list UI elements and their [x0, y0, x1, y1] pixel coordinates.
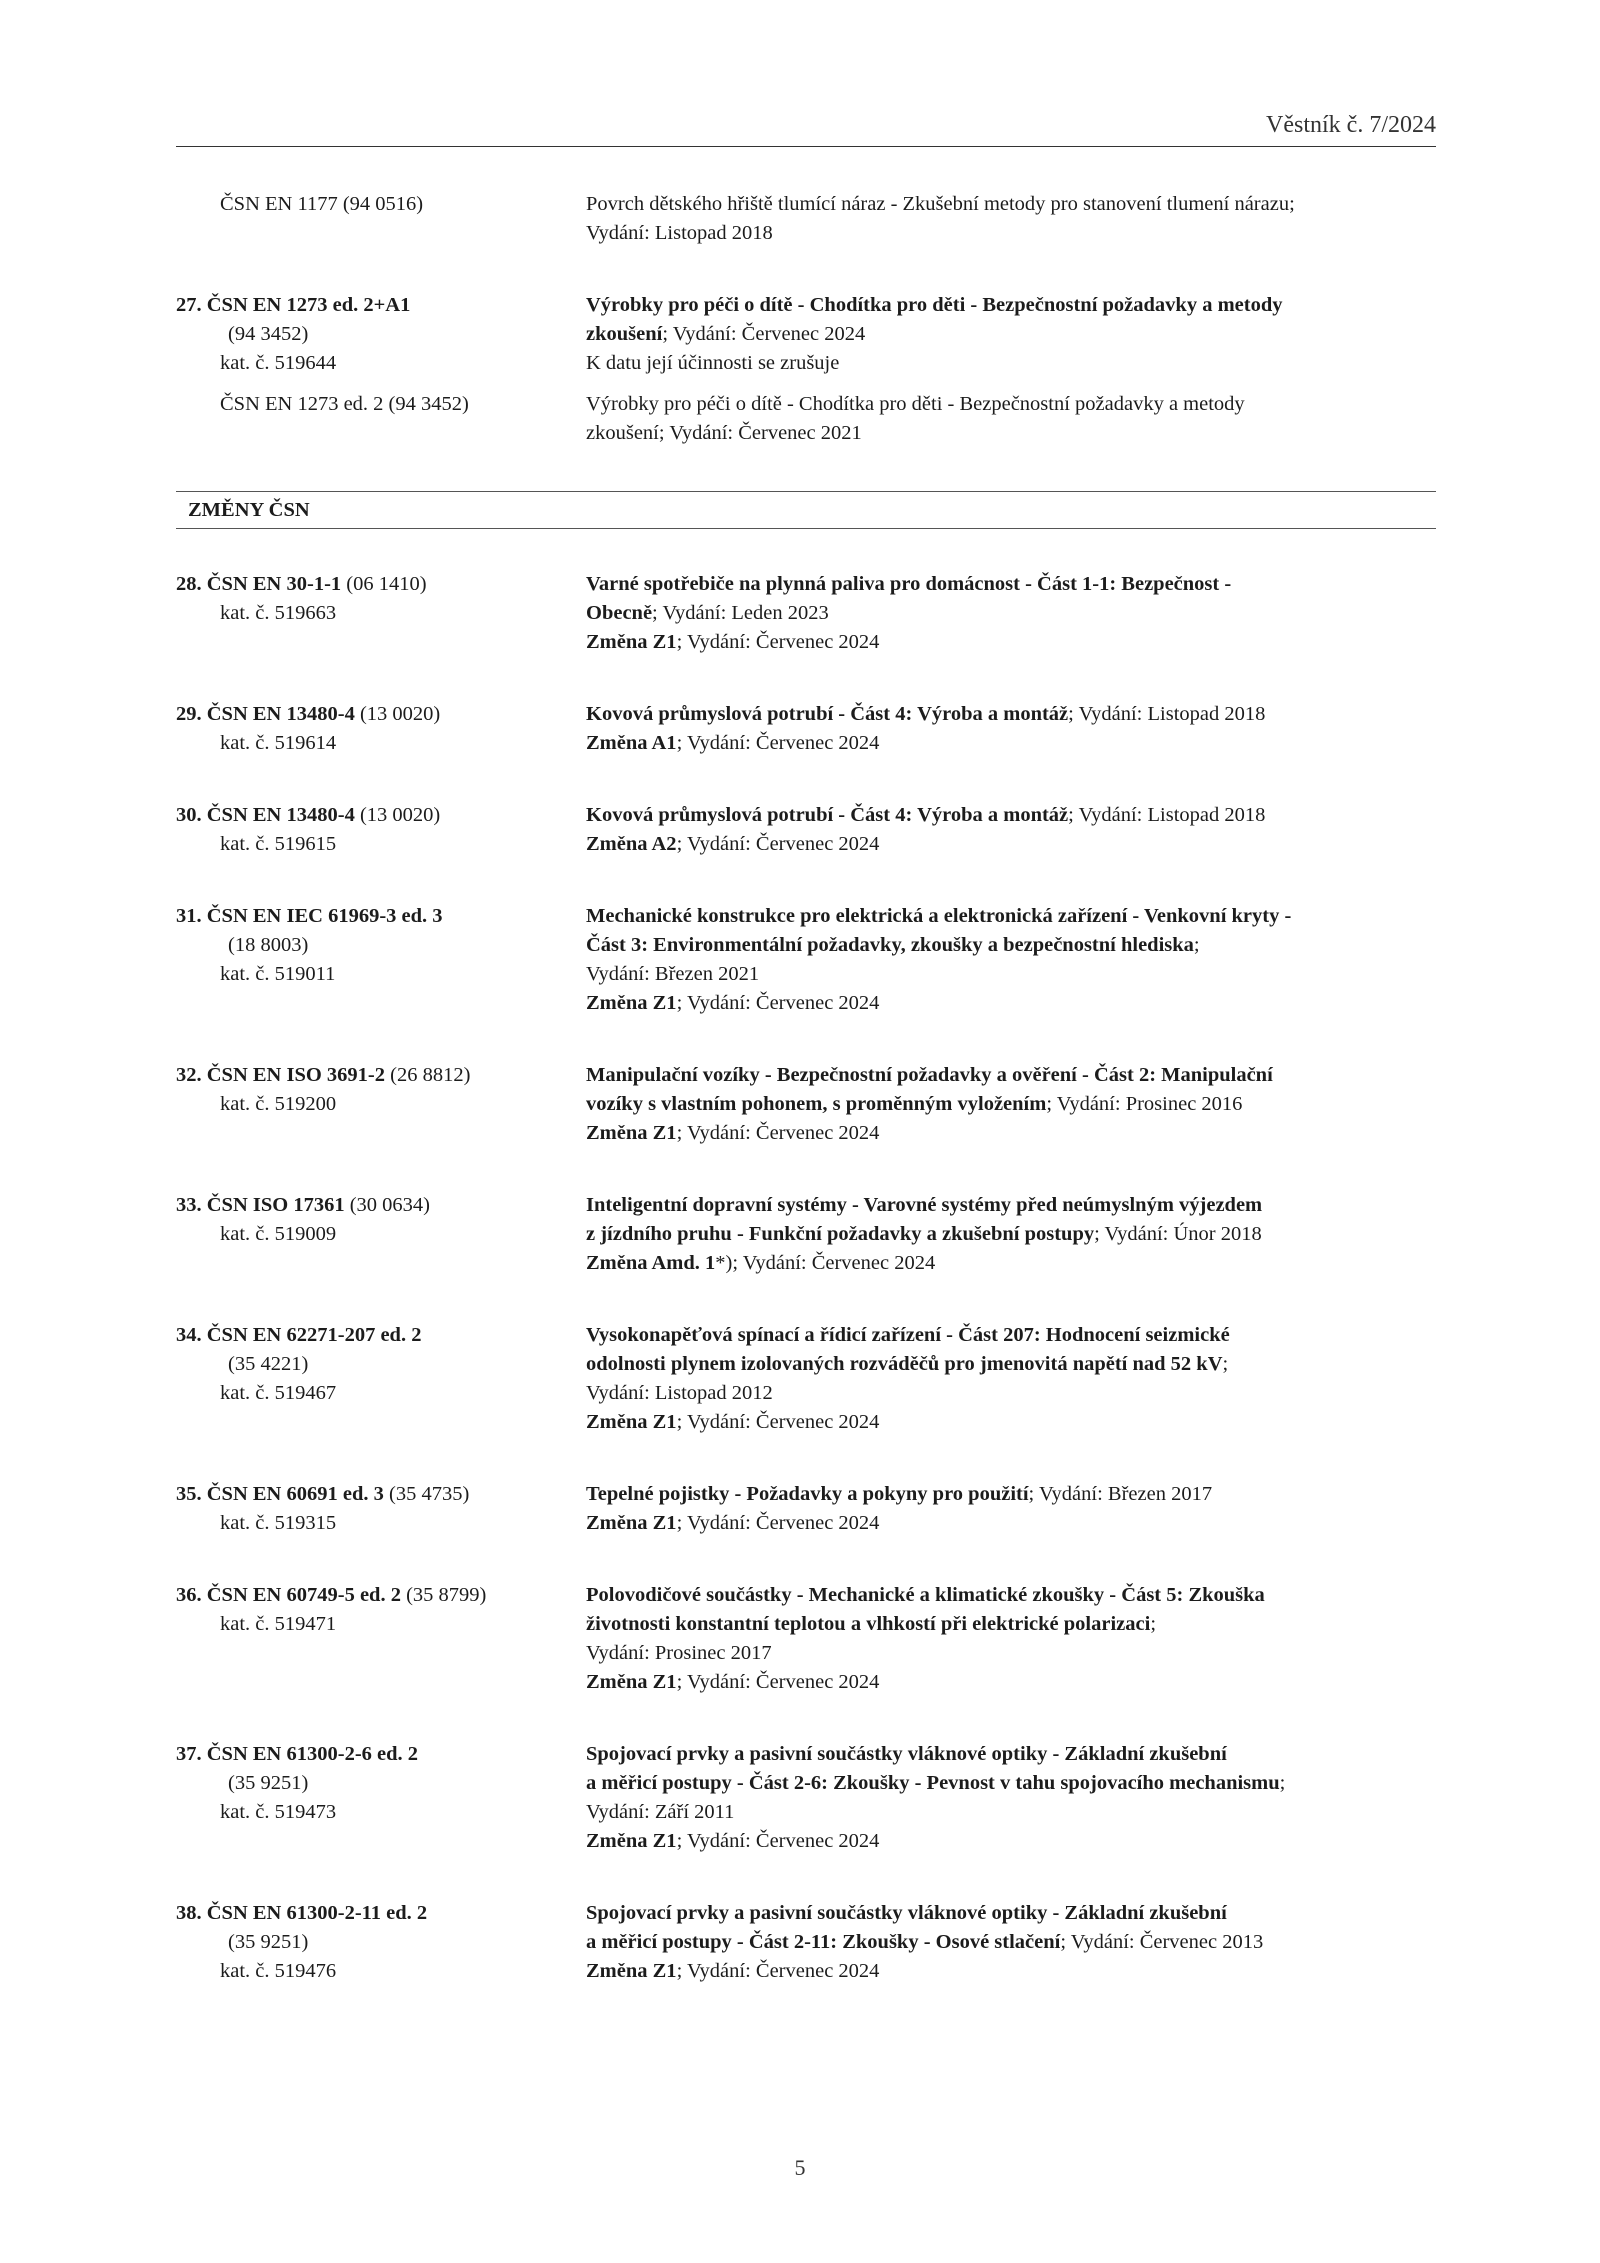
standard-title: Mechanické konstrukce pro elektrická a elektronická zařízení - Venkovní kryty - — [586, 905, 1292, 927]
standard-issue: ; Vydání: Červenec 2013 — [1060, 1931, 1264, 1953]
standard-entry-en1177 — [176, 190, 1436, 248]
standard-entry-30 — [176, 801, 1436, 859]
standard-code: 33. ČSN ISO 17361 — [176, 1194, 345, 1216]
standard-issue: ; Vydání: Prosinec 2016 — [1046, 1093, 1243, 1115]
standard-title-cont: vozíky s vlastním pohonem, s proměnným vyložením — [586, 1093, 1047, 1115]
change-label: Změna Z1 — [586, 1411, 677, 1433]
standard-issue: ; Vydání: Listopad 2018 — [1068, 703, 1266, 725]
standard-code: 32. ČSN EN ISO 3691-2 — [176, 1064, 386, 1086]
change-issue: ; Vydání: Červenec 2024 — [676, 1960, 880, 1982]
standard-entry-33 — [176, 1191, 1436, 1278]
standard-issue: ; Vydání: Červenec 2024 — [662, 323, 866, 345]
class-code: (35 9251) — [228, 1931, 309, 1953]
standard-title-cont: zkoušení — [586, 323, 663, 345]
standard-title: Spojovací prvky a pasivní součástky vláknové optiky - Základní zkušební — [586, 1902, 1227, 1924]
class-code: (13 0020) — [354, 804, 441, 826]
page-number: 5 — [794, 2155, 806, 2180]
class-code: (13 0020) — [354, 703, 441, 725]
content — [176, 190, 1436, 2029]
standard-title: Tepelné pojistky - Požadavky a pokyny pro použití — [586, 1483, 1029, 1505]
standard-code: 30. ČSN EN 13480-4 — [176, 804, 355, 826]
change-label: Změna A1 — [586, 732, 677, 754]
class-code: (35 4221) — [228, 1353, 309, 1375]
standard-issue: ; Vydání: Listopad 2018 — [1068, 804, 1266, 826]
standard-code: 37. ČSN EN 61300-2-6 ed. 2 — [176, 1743, 419, 1765]
standard-title: Vysokonapěťová spínací a řídicí zařízení - Část 207: Hodnocení seizmické — [586, 1324, 1230, 1346]
standard-title: Kovová průmyslová potrubí - Část 4: Výroba a montáž — [586, 804, 1069, 826]
standard-title-cont: Obecně — [586, 602, 653, 624]
change-label: Změna A2 — [586, 833, 677, 855]
standard-title: Kovová průmyslová potrubí - Část 4: Výroba a montáž — [586, 703, 1069, 725]
class-code: (35 8799) — [400, 1584, 487, 1606]
standard-entry-37 — [176, 1740, 1436, 1856]
standard-title-cont: odolnosti plynem izolovaných rozváděčů pro jmenovitá napětí nad 52 kV — [586, 1353, 1223, 1375]
catalog-number: kat. č. 519009 — [220, 1223, 337, 1245]
section-heading: ZMĚNY ČSN — [176, 491, 1436, 529]
change-issue: ; Vydání: Červenec 2024 — [676, 1122, 880, 1144]
catalog-number: kat. č. 519471 — [220, 1613, 337, 1635]
standard-title-cont: a měřicí postupy - Část 2-6: Zkoušky - Pevnost v tahu spojovacího mechanismu — [586, 1772, 1280, 1794]
change-issue: *); Vydání: Červenec 2024 — [715, 1252, 936, 1274]
standard-entry-28 — [176, 570, 1436, 657]
standard-issue: ; Vydání: Březen 2017 — [1028, 1483, 1213, 1505]
catalog-number: kat. č. 519011 — [220, 963, 336, 985]
standard-title: Spojovací prvky a pasivní součástky vláknové optiky - Základní zkušební — [586, 1743, 1227, 1765]
punctuation: ; — [1222, 1353, 1229, 1375]
standard-title-cont: Část 3: Environmentální požadavky, zkoušky a bezpečnostní hlediska — [586, 934, 1194, 956]
standard-entry-31 — [176, 902, 1436, 1018]
standard-code: ČSN EN 1177 (94 0516) — [220, 193, 424, 215]
standard-code: 34. ČSN EN 62271-207 ed. 2 — [176, 1324, 422, 1346]
change-label: Změna Amd. 1 — [586, 1252, 716, 1274]
standard-title-cont: z jízdního pruhu - Funkční požadavky a zkušební postupy — [586, 1223, 1095, 1245]
standard-title: Varné spotřebiče na plynná paliva pro domácnost - Část 1-1: Bezpečnost - — [586, 573, 1232, 595]
standard-code: 28. ČSN EN 30-1-1 — [176, 573, 342, 595]
change-issue: ; Vydání: Červenec 2024 — [676, 732, 880, 754]
class-code: (30 0634) — [344, 1194, 430, 1216]
standard-issue: Vydání: Listopad 2012 — [586, 1382, 773, 1404]
change-label: Změna Z1 — [586, 1960, 677, 1982]
withdrawn-title: Výrobky pro péči o dítě - Chodítka pro děti - Bezpečnostní požadavky a metody — [586, 393, 1245, 415]
class-code: (06 1410) — [341, 573, 427, 595]
change-issue: ; Vydání: Červenec 2024 — [676, 1830, 880, 1852]
punctuation: ; — [1279, 1772, 1286, 1794]
punctuation: ; — [1193, 934, 1200, 956]
standard-title: Povrch dětského hřiště tlumící náraz - Zkušební metody pro stanovení tlumení nárazu; — [586, 193, 1295, 215]
change-issue: ; Vydání: Červenec 2024 — [676, 1512, 880, 1534]
standard-issue: ; Vydání: Únor 2018 — [1094, 1223, 1262, 1245]
standard-code: 36. ČSN EN 60749-5 ed. 2 — [176, 1584, 401, 1606]
change-issue: ; Vydání: Červenec 2024 — [676, 1671, 880, 1693]
standard-entry-38 — [176, 1899, 1436, 1986]
standard-code: 29. ČSN EN 13480-4 — [176, 703, 355, 725]
class-code: (94 3452) — [228, 323, 309, 345]
standard-code: 31. ČSN EN IEC 61969-3 ed. 3 — [176, 905, 443, 927]
catalog-number: kat. č. 519200 — [220, 1093, 337, 1115]
standard-entry-27 — [176, 291, 1436, 448]
change-label: Změna Z1 — [586, 1830, 677, 1852]
standard-title: Výrobky pro péči o dítě - Chodítka pro děti - Bezpečnostní požadavky a metody — [586, 294, 1283, 316]
standard-issue: Vydání: Listopad 2018 — [586, 222, 773, 244]
standard-code: 38. ČSN EN 61300-2-11 ed. 2 — [176, 1902, 428, 1924]
catalog-number: kat. č. 519663 — [220, 602, 337, 624]
standard-code: 27. ČSN EN 1273 ed. 2+A1 — [176, 294, 411, 316]
withdrawn-code: ČSN EN 1273 ed. 2 (94 3452) — [220, 393, 469, 415]
journal-title: Věstník č. 7/2024 — [1266, 112, 1436, 138]
change-issue: ; Vydání: Červenec 2024 — [676, 833, 880, 855]
change-issue: ; Vydání: Červenec 2024 — [676, 992, 880, 1014]
withdrawn-standard — [176, 390, 1436, 448]
change-label: Změna Z1 — [586, 631, 677, 653]
class-code: (18 8003) — [228, 934, 309, 956]
standard-title: Manipulační vozíky - Bezpečnostní požadavky a ověření - Část 2: Manipulační — [586, 1064, 1273, 1086]
catalog-number: kat. č. 519467 — [220, 1382, 337, 1404]
standard-entry-34 — [176, 1321, 1436, 1437]
catalog-number: kat. č. 519614 — [220, 732, 337, 754]
catalog-number: kat. č. 519315 — [220, 1512, 337, 1534]
catalog-number: kat. č. 519615 — [220, 833, 337, 855]
catalog-number: kat. č. 519473 — [220, 1801, 337, 1823]
standard-title-cont: a měřicí postupy - Část 2-11: Zkoušky - Osové stlačení — [586, 1931, 1061, 1953]
standard-entry-29 — [176, 700, 1436, 758]
standard-entry-35 — [176, 1480, 1436, 1538]
change-issue: ; Vydání: Červenec 2024 — [676, 1411, 880, 1433]
punctuation: ; — [1150, 1613, 1157, 1635]
standard-issue: Vydání: Prosinec 2017 — [586, 1642, 772, 1664]
withdrawal-note: K datu její účinnosti se zrušuje — [586, 352, 840, 374]
change-label: Změna Z1 — [586, 1122, 677, 1144]
change-issue: ; Vydání: Červenec 2024 — [676, 631, 880, 653]
withdrawn-title-cont: zkoušení; Vydání: Červenec 2021 — [586, 422, 862, 444]
change-label: Změna Z1 — [586, 1671, 677, 1693]
class-code: (35 4735) — [383, 1483, 470, 1505]
standard-entry-32 — [176, 1061, 1436, 1148]
change-label: Změna Z1 — [586, 1512, 677, 1534]
class-code: (35 9251) — [228, 1772, 309, 1794]
page-header — [176, 110, 1436, 147]
standard-issue: ; Vydání: Leden 2023 — [652, 602, 829, 624]
standard-issue: Vydání: Březen 2021 — [586, 963, 760, 985]
standard-entry-36 — [176, 1581, 1436, 1697]
change-label: Změna Z1 — [586, 992, 677, 1014]
standard-issue: Vydání: Září 2011 — [586, 1801, 735, 1823]
class-code: (26 8812) — [385, 1064, 471, 1086]
catalog-number: kat. č. 519476 — [220, 1960, 337, 1982]
standard-code: 35. ČSN EN 60691 ed. 3 — [176, 1483, 384, 1505]
standard-title: Inteligentní dopravní systémy - Varovné systémy před neúmyslným výjezdem — [586, 1194, 1263, 1216]
catalog-number: kat. č. 519644 — [220, 352, 337, 374]
standard-title: Polovodičové součástky - Mechanické a klimatické zkoušky - Část 5: Zkouška — [586, 1584, 1265, 1606]
standard-title-cont: životnosti konstantní teplotou a vlhkostí při elektrické polarizaci — [586, 1613, 1151, 1635]
